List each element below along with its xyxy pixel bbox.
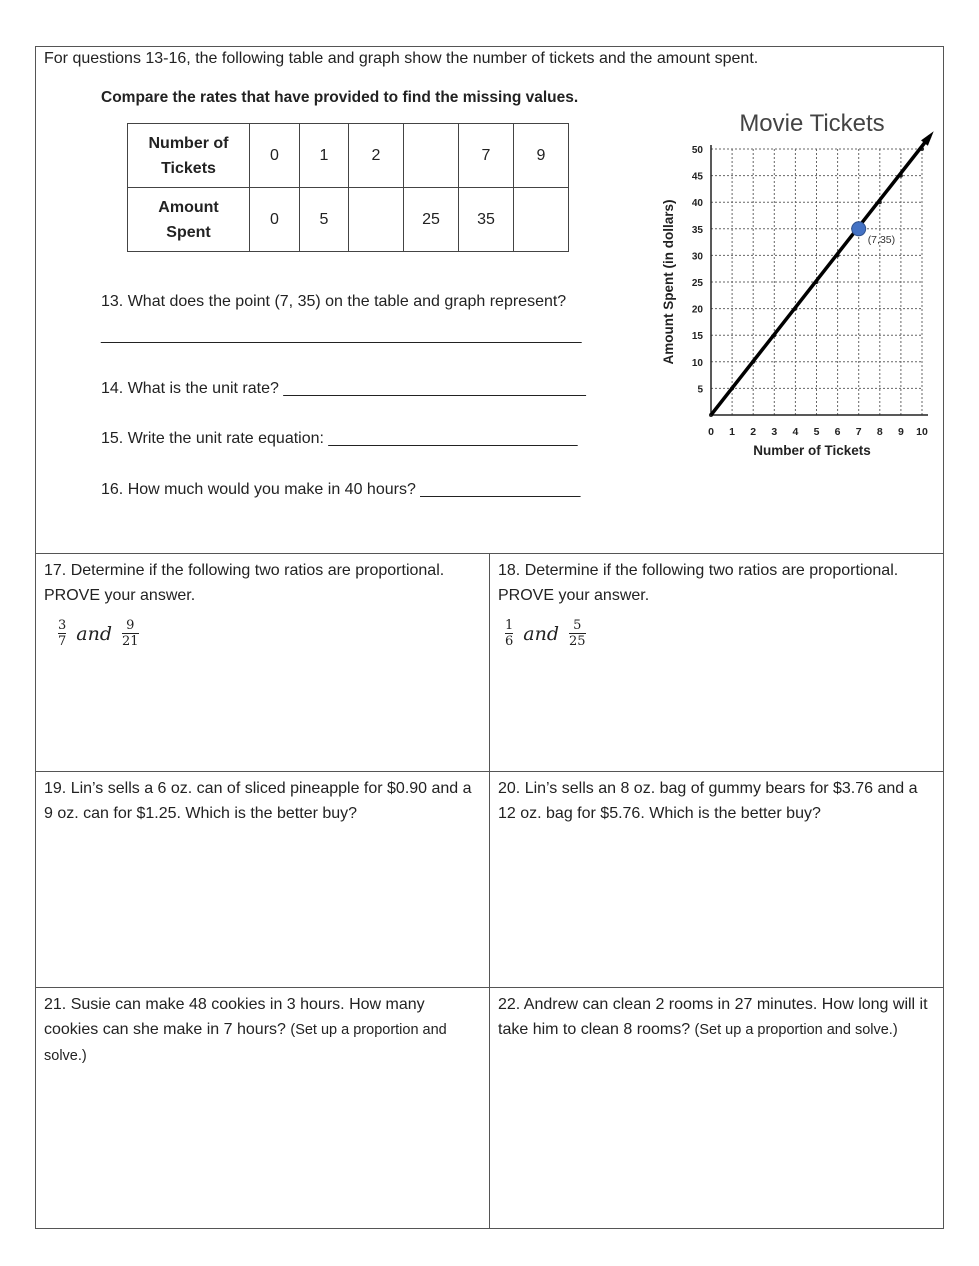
y-tick-label: 20 bbox=[691, 304, 703, 316]
ratios-17 bbox=[58, 618, 139, 649]
x-tick-label: 5 bbox=[813, 426, 820, 438]
table-cell: 0 bbox=[250, 188, 300, 252]
x-tick-label: 2 bbox=[750, 426, 757, 438]
y-tick-label: 40 bbox=[691, 198, 703, 210]
fraction: $\frac{1}{6}$ bbox=[505, 618, 514, 649]
movie-tickets-chart bbox=[655, 105, 945, 465]
y-tick-label: 15 bbox=[691, 331, 703, 343]
highlight-point bbox=[852, 222, 866, 236]
table-cell: 5 bbox=[300, 188, 349, 252]
table-cell: 25 bbox=[404, 188, 459, 252]
table-cell bbox=[349, 188, 404, 252]
instruction-text: Compare the rates that have provided to find the missing values. bbox=[101, 89, 579, 106]
intro-text: For questions 13-16, the following table and graph show the number of tickets and the amount spent. bbox=[44, 50, 759, 67]
table-cell: 1 bbox=[300, 124, 349, 188]
rates-table bbox=[127, 123, 569, 252]
y-tick-label: 35 bbox=[691, 224, 703, 236]
x-tick-label: 7 bbox=[855, 426, 862, 438]
chart-title: Movie Tickets bbox=[739, 110, 885, 137]
y-tick-label: 30 bbox=[691, 251, 703, 263]
and-word: and bbox=[523, 622, 560, 645]
table-row bbox=[128, 124, 569, 188]
x-tick-label: 10 bbox=[916, 426, 928, 438]
row-header: Number of Tickets bbox=[128, 124, 250, 188]
question-21: 21. Susie can make 48 cookies in 3 hours. How many cookies can she make in 7 hours? (Set up a proportion and solve.) bbox=[44, 996, 447, 1064]
y-tick-label: 25 bbox=[691, 278, 703, 289]
and-word: and bbox=[76, 622, 113, 645]
highlight-label: (7,35) bbox=[867, 233, 896, 246]
row-header: Amount Spent bbox=[128, 188, 250, 252]
answer-blank-14[interactable]: __________________________________ bbox=[283, 380, 586, 397]
question-17: 17. Determine if the following two ratios are proportional. PROVE your answer. bbox=[44, 562, 445, 604]
table-cell bbox=[514, 188, 569, 252]
y-tick-label: 5 bbox=[697, 384, 703, 396]
fraction: $\frac{3}{7}$ bbox=[58, 618, 67, 649]
x-tick-label: 3 bbox=[771, 426, 778, 438]
y-axis-title: Amount Spent (in dollars) bbox=[661, 199, 676, 365]
y-tick-label: 45 bbox=[691, 171, 703, 183]
ratios-18 bbox=[505, 618, 586, 649]
x-axis-title: Number of Tickets bbox=[753, 443, 871, 458]
table-cell: 9 bbox=[514, 124, 569, 188]
series-line bbox=[711, 136, 930, 415]
question-19: 19. Lin’s sells a 6 oz. can of sliced pineapple for $0.90 and a 9 oz. can for $1.25. Which is the better buy? bbox=[44, 780, 472, 822]
table-cell: 0 bbox=[250, 124, 300, 188]
x-tick-label: 1 bbox=[729, 426, 736, 438]
y-tick-label: 10 bbox=[691, 357, 703, 369]
question-20: 20. Lin’s sells an 8 oz. bag of gummy bears for $3.76 and a 12 oz. bag for $5.76. Which is the better buy? bbox=[498, 780, 918, 822]
answer-blank-13[interactable]: ______________________________________________________ bbox=[101, 327, 582, 344]
answer-blank-15[interactable]: ____________________________ bbox=[328, 430, 578, 447]
x-tick-label: 9 bbox=[897, 426, 904, 438]
x-tick-label: 0 bbox=[708, 426, 714, 438]
answer-blank-16[interactable]: __________________ bbox=[420, 481, 581, 498]
x-tick-label: 8 bbox=[876, 426, 883, 438]
table-cell: 35 bbox=[459, 188, 514, 252]
table-cell bbox=[404, 124, 459, 188]
y-tick-label: 50 bbox=[691, 145, 703, 156]
fraction: $\frac{5}{25}$ bbox=[569, 618, 586, 649]
table-cell: 2 bbox=[349, 124, 404, 188]
fraction: $\frac{9}{21}$ bbox=[122, 618, 139, 649]
question-13: 13. What does the point (7, 35) on the table and graph represent? bbox=[101, 293, 567, 310]
divider bbox=[489, 553, 490, 1229]
question-14: 14. What is the unit rate? __________________________________ bbox=[101, 380, 586, 397]
x-tick-label: 4 bbox=[792, 426, 799, 438]
question-22: 22. Andrew can clean 2 rooms in 27 minutes. How long will it take him to clean 8 rooms? (Set up a proportion and solve.) bbox=[498, 996, 928, 1038]
question-16: 16. How much would you make in 40 hours? __________________ bbox=[101, 481, 581, 498]
x-tick-label: 6 bbox=[834, 426, 841, 438]
question-15: 15. Write the unit rate equation: ____________________________ bbox=[101, 430, 578, 447]
table-cell: 7 bbox=[459, 124, 514, 188]
question-18: 18. Determine if the following two ratios are proportional. PROVE your answer. bbox=[498, 562, 899, 604]
table-row bbox=[128, 188, 569, 252]
